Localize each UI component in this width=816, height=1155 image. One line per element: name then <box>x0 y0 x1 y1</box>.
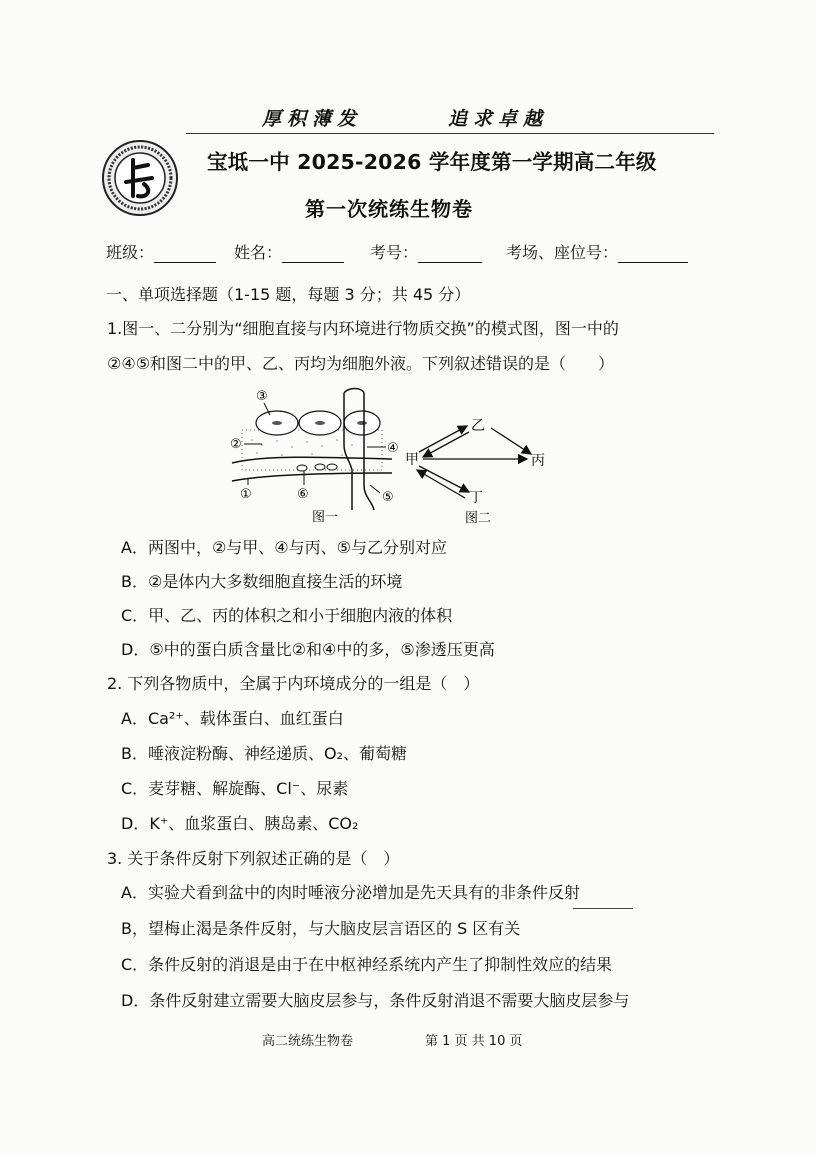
id-blank[interactable] <box>418 246 482 263</box>
school-title: 宝坻一中 2025-2026 学年度第一学期高二年级 <box>207 150 657 174</box>
room-blank[interactable] <box>618 246 688 263</box>
footer-title: 高二统练生物卷 <box>262 1034 354 1049</box>
id-label: 考号： <box>370 243 419 262</box>
fig2-caption: 图二 <box>465 511 492 526</box>
fig1-label-4: ④ <box>387 441 399 456</box>
q1-stem-line2: ②④⑤和图二中的甲、乙、丙均为细胞外液。下列叙述错误的是（ ） <box>107 354 615 373</box>
q2-option-b[interactable]: B．唾液淀粉酶、神经递质、O₂、葡萄糖 <box>121 744 407 763</box>
fig1-caption: 图一 <box>312 510 339 525</box>
q2-stem: 2. 下列各物质中，全属于内环境成分的一组是（ ） <box>107 674 480 693</box>
q2-option-a[interactable]: A．Ca²⁺、载体蛋白、血红蛋白 <box>121 709 344 728</box>
motto-right: 追求卓越 <box>448 108 549 130</box>
q3-option-a[interactable]: A．实验犬看到盆中的肉时唾液分泌增加是先天具有的非条件反射 <box>121 883 580 902</box>
room-field[interactable] <box>506 240 688 263</box>
exam-title: 第一次统练生物卷 <box>305 197 473 221</box>
q3-stem: 3. 关于条件反射下列叙述正确的是（ ） <box>107 849 400 868</box>
fig2-label-ding: 丁 <box>469 490 483 506</box>
figure-2 <box>405 410 555 528</box>
q2-option-c[interactable]: C．麦芽糖、解旋酶、Cl⁻、尿素 <box>121 779 349 798</box>
q1-stem-line1: 1.图一、二分别为“细胞直接与内环境进行物质交换”的模式图，图一中的 <box>107 319 619 338</box>
class-label: 班级： <box>106 243 155 262</box>
fig1-label-2: ② <box>230 437 242 452</box>
name-blank[interactable] <box>282 246 344 263</box>
fig1-label-3: ③ <box>256 389 268 404</box>
fig2-label-yi: 乙 <box>471 418 485 434</box>
id-field[interactable] <box>370 240 482 263</box>
footer-page-number: 第 1 页 共 10 页 <box>425 1034 523 1049</box>
q3-option-c[interactable]: C．条件反射的消退是由于在中枢神经系统内产生了抑制性效应的结果 <box>121 955 613 974</box>
name-field[interactable] <box>234 240 344 263</box>
fig1-label-5: ⑤ <box>382 490 394 505</box>
class-field[interactable] <box>106 240 216 263</box>
section-title: 一、单项选择题（1-15 题，每题 3 分；共 45 分） <box>106 285 471 304</box>
q2-option-d[interactable]: D．K⁺、血浆蛋白、胰岛素、CO₂ <box>121 814 359 833</box>
fig1-label-6: ⑥ <box>297 487 309 502</box>
room-label: 考场、座位号： <box>506 243 619 262</box>
q1-option-a[interactable]: A．两图中，②与甲、④与丙、⑤与乙分别对应 <box>121 538 447 557</box>
figure-1 <box>222 385 412 527</box>
fig1-label-1: ① <box>240 487 252 502</box>
q1-option-d[interactable]: D．⑤中的蛋白质含量比②和④中的多，⑤渗透压更高 <box>121 640 495 659</box>
q1-option-c[interactable]: C．甲、乙、丙的体积之和小于细胞内液的体积 <box>121 606 453 625</box>
motto-left: 厚积薄发 <box>262 108 363 130</box>
header-rule <box>186 133 714 134</box>
class-blank[interactable] <box>154 246 216 263</box>
school-logo <box>100 138 180 218</box>
fig2-label-jia: 甲 <box>405 452 419 468</box>
q3-option-b[interactable]: B，望梅止渴是条件反射，与大脑皮层言语区的 S 区有关 <box>121 919 521 938</box>
name-label: 姓名： <box>234 243 283 262</box>
fig2-label-bing: 丙 <box>531 453 545 469</box>
q3-option-d[interactable]: D．条件反射建立需要大脑皮层参与，条件反射消退不需要大脑皮层参与 <box>121 991 630 1010</box>
pen-mark <box>573 908 633 909</box>
q1-option-b[interactable]: B．②是体内大多数细胞直接生活的环境 <box>121 572 403 591</box>
